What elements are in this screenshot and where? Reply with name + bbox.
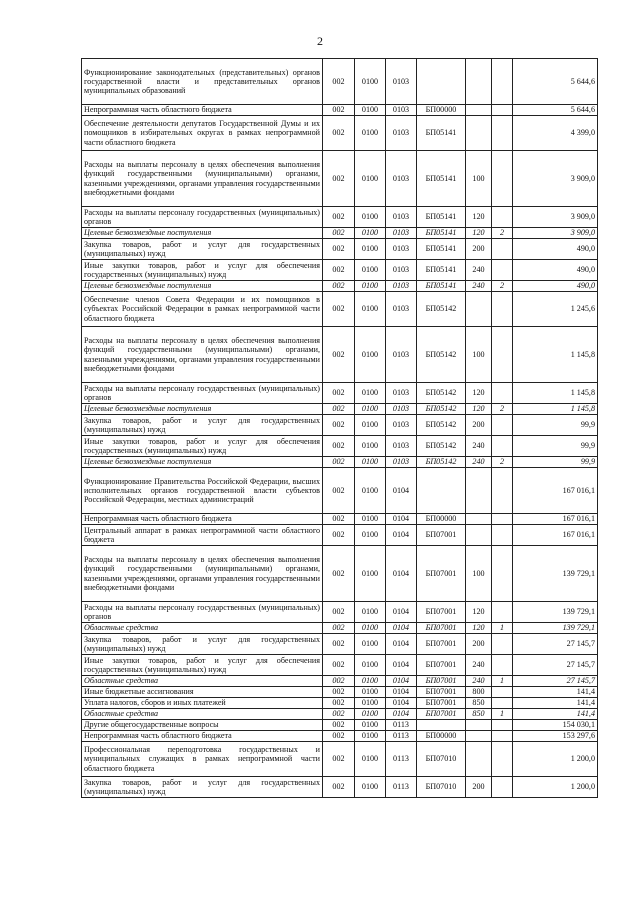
table-row	[82, 525, 598, 546]
row-section-code: 0100	[355, 698, 386, 709]
row-target-article: БП05142	[417, 457, 466, 468]
row-source-code	[492, 742, 513, 777]
row-source-code	[492, 207, 513, 228]
row-target-article: БП07001	[417, 525, 466, 546]
row-target-article: БП05141	[417, 207, 466, 228]
table-row	[82, 709, 598, 720]
row-target-article: БП07001	[417, 634, 466, 655]
row-expense-type: 240	[466, 676, 492, 687]
budget-table-body	[82, 59, 598, 798]
row-source-code: 2	[492, 281, 513, 292]
row-subsection-code: 0103	[386, 436, 417, 457]
row-expense-type	[466, 720, 492, 731]
row-expense-type: 240	[466, 281, 492, 292]
row-subsection-code: 0104	[386, 468, 417, 514]
row-target-article: БП07001	[417, 698, 466, 709]
row-source-code: 2	[492, 228, 513, 239]
row-ved-code: 002	[323, 698, 355, 709]
row-section-code: 0100	[355, 546, 386, 602]
table-row	[82, 698, 598, 709]
row-name: Областные средства	[82, 676, 323, 687]
row-source-code	[492, 468, 513, 514]
row-target-article: БП05142	[417, 404, 466, 415]
row-amount: 99,9	[513, 457, 598, 468]
table-row	[82, 228, 598, 239]
row-expense-type: 850	[466, 698, 492, 709]
row-target-article: БП07001	[417, 602, 466, 623]
row-expense-type: 240	[466, 655, 492, 676]
row-source-code	[492, 698, 513, 709]
row-section-code: 0100	[355, 602, 386, 623]
row-subsection-code: 0104	[386, 546, 417, 602]
row-amount: 1 145,8	[513, 404, 598, 415]
row-subsection-code: 0103	[386, 105, 417, 116]
table-row	[82, 207, 598, 228]
row-subsection-code: 0104	[386, 687, 417, 698]
row-amount: 141,4	[513, 709, 598, 720]
row-ved-code: 002	[323, 634, 355, 655]
row-amount: 490,0	[513, 239, 598, 260]
row-expense-type: 120	[466, 207, 492, 228]
row-source-code	[492, 116, 513, 151]
row-name: Обеспечение членов Совета Федерации и их помощников в субъектах Российской Федерации в рамках непрограммной части областного бюджета	[82, 292, 323, 327]
row-amount: 139 729,1	[513, 623, 598, 634]
row-subsection-code: 0103	[386, 151, 417, 207]
row-target-article: БП00000	[417, 731, 466, 742]
row-subsection-code: 0103	[386, 116, 417, 151]
row-section-code: 0100	[355, 731, 386, 742]
row-ved-code: 002	[323, 327, 355, 383]
table-row	[82, 292, 598, 327]
row-subsection-code: 0104	[386, 655, 417, 676]
row-section-code: 0100	[355, 709, 386, 720]
row-subsection-code: 0103	[386, 292, 417, 327]
row-source-code	[492, 687, 513, 698]
table-row	[82, 327, 598, 383]
table-row	[82, 634, 598, 655]
row-ved-code: 002	[323, 623, 355, 634]
row-amount: 141,4	[513, 698, 598, 709]
row-amount: 154 030,1	[513, 720, 598, 731]
row-amount: 1 200,0	[513, 777, 598, 798]
row-source-code	[492, 525, 513, 546]
row-section-code: 0100	[355, 239, 386, 260]
row-target-article: БП05141	[417, 151, 466, 207]
row-expense-type	[466, 292, 492, 327]
row-expense-type: 240	[466, 436, 492, 457]
row-name: Расходы на выплаты персоналу государственных (муниципальных) органов	[82, 383, 323, 404]
row-expense-type: 200	[466, 239, 492, 260]
row-amount: 153 297,6	[513, 731, 598, 742]
row-expense-type: 100	[466, 546, 492, 602]
row-source-code	[492, 731, 513, 742]
row-source-code	[492, 292, 513, 327]
row-amount: 5 644,6	[513, 105, 598, 116]
row-expense-type	[466, 525, 492, 546]
row-subsection-code: 0103	[386, 457, 417, 468]
row-name: Целевые безвозмездные поступления	[82, 228, 323, 239]
row-source-code: 2	[492, 457, 513, 468]
row-name: Обеспечение деятельности депутатов Государственной Думы и их помощников в избирательных округах в рамках непрограммной части областного бюджета	[82, 116, 323, 151]
row-name: Центральный аппарат в рамках непрограммной части областного бюджета	[82, 525, 323, 546]
row-amount: 139 729,1	[513, 602, 598, 623]
row-source-code	[492, 327, 513, 383]
row-target-article: БП07010	[417, 777, 466, 798]
row-ved-code: 002	[323, 228, 355, 239]
row-amount: 3 909,0	[513, 207, 598, 228]
table-row	[82, 105, 598, 116]
row-name: Закупка товаров, работ и услуг для государственных (муниципальных) нужд	[82, 415, 323, 436]
row-name: Областные средства	[82, 709, 323, 720]
row-subsection-code: 0113	[386, 731, 417, 742]
row-section-code: 0100	[355, 151, 386, 207]
row-name: Расходы на выплаты персоналу в целях обеспечения выполнения функций государственными (муниципальными) органами, казенными учреждениями, органами управления государственными внебюджетными фондами	[82, 151, 323, 207]
table-row	[82, 116, 598, 151]
row-amount: 1 145,8	[513, 383, 598, 404]
row-section-code: 0100	[355, 514, 386, 525]
row-amount: 490,0	[513, 281, 598, 292]
row-ved-code: 002	[323, 436, 355, 457]
row-expense-type	[466, 59, 492, 105]
row-name: Функционирование Правительства Российской Федерации, высших исполнительных органов государственной власти субъектов Российской Федерации, местных администраций	[82, 468, 323, 514]
row-expense-type	[466, 514, 492, 525]
row-ved-code: 002	[323, 59, 355, 105]
row-amount: 141,4	[513, 687, 598, 698]
row-ved-code: 002	[323, 239, 355, 260]
row-target-article: БП05142	[417, 292, 466, 327]
row-source-code	[492, 415, 513, 436]
row-source-code	[492, 151, 513, 207]
table-row	[82, 731, 598, 742]
row-subsection-code: 0104	[386, 623, 417, 634]
row-source-code	[492, 546, 513, 602]
row-target-article: БП05141	[417, 228, 466, 239]
row-source-code: 2	[492, 404, 513, 415]
row-expense-type: 120	[466, 228, 492, 239]
row-ved-code: 002	[323, 655, 355, 676]
row-target-article	[417, 468, 466, 514]
table-row	[82, 655, 598, 676]
row-section-code: 0100	[355, 415, 386, 436]
row-source-code	[492, 777, 513, 798]
row-source-code	[492, 239, 513, 260]
row-source-code: 1	[492, 623, 513, 634]
row-ved-code: 002	[323, 105, 355, 116]
row-section-code: 0100	[355, 676, 386, 687]
row-ved-code: 002	[323, 404, 355, 415]
row-section-code: 0100	[355, 525, 386, 546]
row-target-article: БП00000	[417, 105, 466, 116]
row-subsection-code: 0104	[386, 698, 417, 709]
row-subsection-code: 0103	[386, 260, 417, 281]
table-row	[82, 546, 598, 602]
row-expense-type	[466, 468, 492, 514]
row-target-article	[417, 59, 466, 105]
row-target-article: БП07001	[417, 623, 466, 634]
row-expense-type: 240	[466, 457, 492, 468]
row-section-code: 0100	[355, 436, 386, 457]
row-target-article: БП05142	[417, 415, 466, 436]
row-expense-type: 200	[466, 415, 492, 436]
row-expense-type	[466, 105, 492, 116]
row-amount: 167 016,1	[513, 468, 598, 514]
row-section-code: 0100	[355, 105, 386, 116]
table-row	[82, 59, 598, 105]
row-name: Иные закупки товаров, работ и услуг для обеспечения государственных (муниципальных) нужд	[82, 655, 323, 676]
row-expense-type: 100	[466, 327, 492, 383]
row-name: Расходы на выплаты персоналу государственных (муниципальных) органов	[82, 602, 323, 623]
table-row	[82, 404, 598, 415]
row-ved-code: 002	[323, 292, 355, 327]
row-ved-code: 002	[323, 281, 355, 292]
row-subsection-code: 0104	[386, 514, 417, 525]
row-section-code: 0100	[355, 655, 386, 676]
table-row	[82, 239, 598, 260]
row-subsection-code: 0103	[386, 228, 417, 239]
table-row	[82, 468, 598, 514]
row-section-code: 0100	[355, 383, 386, 404]
table-row	[82, 260, 598, 281]
table-row	[82, 623, 598, 634]
row-section-code: 0100	[355, 634, 386, 655]
row-expense-type: 100	[466, 151, 492, 207]
table-row	[82, 687, 598, 698]
row-ved-code: 002	[323, 720, 355, 731]
row-amount: 3 909,0	[513, 228, 598, 239]
row-section-code: 0100	[355, 116, 386, 151]
row-section-code: 0100	[355, 59, 386, 105]
row-source-code: 1	[492, 709, 513, 720]
row-amount: 490,0	[513, 260, 598, 281]
row-ved-code: 002	[323, 415, 355, 436]
table-row	[82, 720, 598, 731]
table-row	[82, 514, 598, 525]
row-subsection-code: 0103	[386, 207, 417, 228]
row-ved-code: 002	[323, 602, 355, 623]
row-ved-code: 002	[323, 709, 355, 720]
table-row	[82, 602, 598, 623]
row-expense-type: 240	[466, 260, 492, 281]
row-name: Целевые безвозмездные поступления	[82, 281, 323, 292]
row-expense-type: 120	[466, 383, 492, 404]
row-subsection-code: 0104	[386, 676, 417, 687]
table-row	[82, 151, 598, 207]
row-name: Уплата налогов, сборов и иных платежей	[82, 698, 323, 709]
row-name: Функционирование законодательных (представительных) органов государственной власти и представительных органов муниципальных образований	[82, 59, 323, 105]
row-name: Закупка товаров, работ и услуг для государственных (муниципальных) нужд	[82, 239, 323, 260]
table-row	[82, 281, 598, 292]
row-target-article: БП07001	[417, 676, 466, 687]
row-subsection-code: 0113	[386, 720, 417, 731]
row-section-code: 0100	[355, 687, 386, 698]
row-subsection-code: 0103	[386, 281, 417, 292]
row-source-code	[492, 655, 513, 676]
row-section-code: 0100	[355, 207, 386, 228]
row-ved-code: 002	[323, 525, 355, 546]
row-ved-code: 002	[323, 742, 355, 777]
row-ved-code: 002	[323, 260, 355, 281]
row-source-code	[492, 383, 513, 404]
row-name: Непрограммная часть областного бюджета	[82, 105, 323, 116]
row-ved-code: 002	[323, 151, 355, 207]
row-subsection-code: 0104	[386, 709, 417, 720]
row-target-article: БП07010	[417, 742, 466, 777]
row-amount: 3 909,0	[513, 151, 598, 207]
row-amount: 1 245,6	[513, 292, 598, 327]
row-section-code: 0100	[355, 260, 386, 281]
row-section-code: 0100	[355, 742, 386, 777]
row-ved-code: 002	[323, 514, 355, 525]
row-subsection-code: 0103	[386, 327, 417, 383]
row-name: Иные бюджетные ассигнования	[82, 687, 323, 698]
row-amount: 139 729,1	[513, 546, 598, 602]
row-amount: 27 145,7	[513, 634, 598, 655]
row-section-code: 0100	[355, 292, 386, 327]
row-expense-type	[466, 742, 492, 777]
table-row	[82, 742, 598, 777]
table-row	[82, 436, 598, 457]
row-amount: 99,9	[513, 415, 598, 436]
row-subsection-code: 0103	[386, 239, 417, 260]
row-expense-type: 120	[466, 602, 492, 623]
row-subsection-code: 0104	[386, 634, 417, 655]
row-subsection-code: 0113	[386, 777, 417, 798]
row-target-article: БП07001	[417, 709, 466, 720]
row-amount: 27 145,7	[513, 676, 598, 687]
row-name: Непрограммная часть областного бюджета	[82, 514, 323, 525]
row-name: Профессиональная переподготовка государственных и муниципальных служащих в рамках непрограммной части областного бюджета	[82, 742, 323, 777]
row-expense-type: 120	[466, 404, 492, 415]
row-section-code: 0100	[355, 281, 386, 292]
row-source-code: 1	[492, 676, 513, 687]
row-expense-type	[466, 731, 492, 742]
row-name: Иные закупки товаров, работ и услуг для обеспечения государственных (муниципальных) нужд	[82, 436, 323, 457]
row-target-article: БП05141	[417, 260, 466, 281]
table-row	[82, 777, 598, 798]
row-ved-code: 002	[323, 116, 355, 151]
row-amount: 5 644,6	[513, 59, 598, 105]
row-amount: 1 145,8	[513, 327, 598, 383]
budget-table	[81, 58, 598, 798]
row-target-article: БП07001	[417, 546, 466, 602]
row-name: Непрограммная часть областного бюджета	[82, 731, 323, 742]
row-expense-type: 800	[466, 687, 492, 698]
row-target-article: БП05141	[417, 116, 466, 151]
row-subsection-code: 0103	[386, 59, 417, 105]
row-source-code	[492, 105, 513, 116]
table-row	[82, 415, 598, 436]
row-target-article	[417, 720, 466, 731]
row-target-article: БП07001	[417, 655, 466, 676]
row-source-code	[492, 634, 513, 655]
row-name: Другие общегосударственные вопросы	[82, 720, 323, 731]
row-ved-code: 002	[323, 207, 355, 228]
row-section-code: 0100	[355, 327, 386, 383]
row-source-code	[492, 514, 513, 525]
row-source-code	[492, 602, 513, 623]
row-ved-code: 002	[323, 676, 355, 687]
row-target-article: БП05142	[417, 383, 466, 404]
table-row	[82, 383, 598, 404]
row-target-article: БП05141	[417, 239, 466, 260]
row-section-code: 0100	[355, 623, 386, 634]
row-name: Областные средства	[82, 623, 323, 634]
page-number: 2	[317, 34, 323, 48]
row-expense-type	[466, 116, 492, 151]
row-ved-code: 002	[323, 468, 355, 514]
table-row	[82, 676, 598, 687]
row-ved-code: 002	[323, 731, 355, 742]
row-section-code: 0100	[355, 228, 386, 239]
row-ved-code: 002	[323, 687, 355, 698]
row-name: Закупка товаров, работ и услуг для государственных (муниципальных) нужд	[82, 634, 323, 655]
row-source-code	[492, 59, 513, 105]
row-section-code: 0100	[355, 777, 386, 798]
row-amount: 4 399,0	[513, 116, 598, 151]
row-expense-type: 200	[466, 634, 492, 655]
row-name: Целевые безвозмездные поступления	[82, 404, 323, 415]
row-name: Расходы на выплаты персоналу в целях обеспечения выполнения функций государственными (муниципальными) органами, казенными учреждениями, органами управления государственными внебюджетными фондами	[82, 546, 323, 602]
row-target-article: БП00000	[417, 514, 466, 525]
table-row	[82, 457, 598, 468]
row-ved-code: 002	[323, 457, 355, 468]
row-subsection-code: 0103	[386, 404, 417, 415]
row-name: Иные закупки товаров, работ и услуг для обеспечения государственных (муниципальных) нужд	[82, 260, 323, 281]
row-amount: 1 200,0	[513, 742, 598, 777]
row-section-code: 0100	[355, 720, 386, 731]
row-section-code: 0100	[355, 468, 386, 514]
row-amount: 167 016,1	[513, 514, 598, 525]
row-name: Расходы на выплаты персоналу в целях обеспечения выполнения функций государственными (муниципальными) органами, казенными учреждениями, органами управления государственными внебюджетными фондами	[82, 327, 323, 383]
row-target-article: БП07001	[417, 687, 466, 698]
row-section-code: 0100	[355, 457, 386, 468]
row-subsection-code: 0103	[386, 383, 417, 404]
row-target-article: БП05142	[417, 436, 466, 457]
row-amount: 99,9	[513, 436, 598, 457]
row-amount: 167 016,1	[513, 525, 598, 546]
row-expense-type: 850	[466, 709, 492, 720]
row-section-code: 0100	[355, 404, 386, 415]
row-expense-type: 120	[466, 623, 492, 634]
row-source-code	[492, 260, 513, 281]
row-subsection-code: 0113	[386, 742, 417, 777]
row-ved-code: 002	[323, 777, 355, 798]
row-subsection-code: 0104	[386, 525, 417, 546]
row-ved-code: 002	[323, 383, 355, 404]
row-expense-type: 200	[466, 777, 492, 798]
row-name: Закупка товаров, работ и услуг для государственных (муниципальных) нужд	[82, 777, 323, 798]
row-subsection-code: 0104	[386, 602, 417, 623]
row-target-article: БП05142	[417, 327, 466, 383]
row-amount: 27 145,7	[513, 655, 598, 676]
row-name: Расходы на выплаты персоналу государственных (муниципальных) органов	[82, 207, 323, 228]
row-source-code	[492, 436, 513, 457]
row-target-article: БП05141	[417, 281, 466, 292]
row-subsection-code: 0103	[386, 415, 417, 436]
row-ved-code: 002	[323, 546, 355, 602]
row-source-code	[492, 720, 513, 731]
row-name: Целевые безвозмездные поступления	[82, 457, 323, 468]
